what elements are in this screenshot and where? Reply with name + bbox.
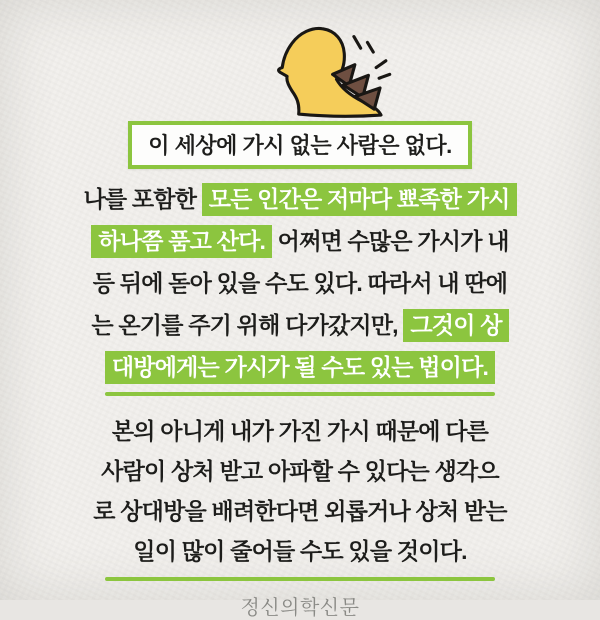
plain-text: 일이 많이 줄어들 수도 있을 것이다. <box>133 538 467 564</box>
page-title: 이 세상에 가시 없는 사람은 없다. <box>148 133 452 158</box>
paragraph-2 <box>30 411 570 571</box>
footer-source: 정신의학신문 <box>240 597 360 619</box>
text-line <box>30 491 570 531</box>
highlighted-text: 하나쯤 품고 산다. <box>91 225 272 258</box>
plain-text: 본의 아니게 내가 가진 가시 때문에 다른 <box>111 418 489 444</box>
text-line <box>30 262 570 304</box>
divider-line <box>105 577 495 581</box>
paragraph-1 <box>30 178 570 388</box>
title-box <box>128 121 471 169</box>
plain-text: 사람이 상처 받고 아파할 수 있다는 생각으 <box>101 458 499 484</box>
highlighted-text: 그것이 상 <box>403 309 508 342</box>
text-line <box>30 411 570 451</box>
text-line <box>30 178 570 220</box>
plain-text: 로 상대방을 배려한다면 외롭거나 상처 받는 <box>93 498 507 524</box>
head-with-thorns-icon <box>240 24 400 116</box>
text-line <box>30 304 570 346</box>
plain-text: 나를 포함한 <box>83 186 202 212</box>
plain-text: 등 뒤에 돋아 있을 수도 있다. 따라서 내 딴에 <box>92 270 508 296</box>
text-line <box>30 346 570 388</box>
text-line <box>30 531 570 571</box>
text-line <box>30 451 570 491</box>
divider-line <box>105 392 495 396</box>
plain-text: 는 온기를 주기 위해 다가갔지만, <box>91 312 404 338</box>
highlighted-text: 대방에게는 가시가 될 수도 있는 법이다. <box>105 351 495 384</box>
highlighted-text: 모든 인간은 저마다 뾰족한 가시 <box>202 183 517 216</box>
text-line <box>30 220 570 262</box>
illustration-wrap <box>0 24 600 116</box>
plain-text: 어쩌면 수많은 가시가 내 <box>272 228 509 254</box>
